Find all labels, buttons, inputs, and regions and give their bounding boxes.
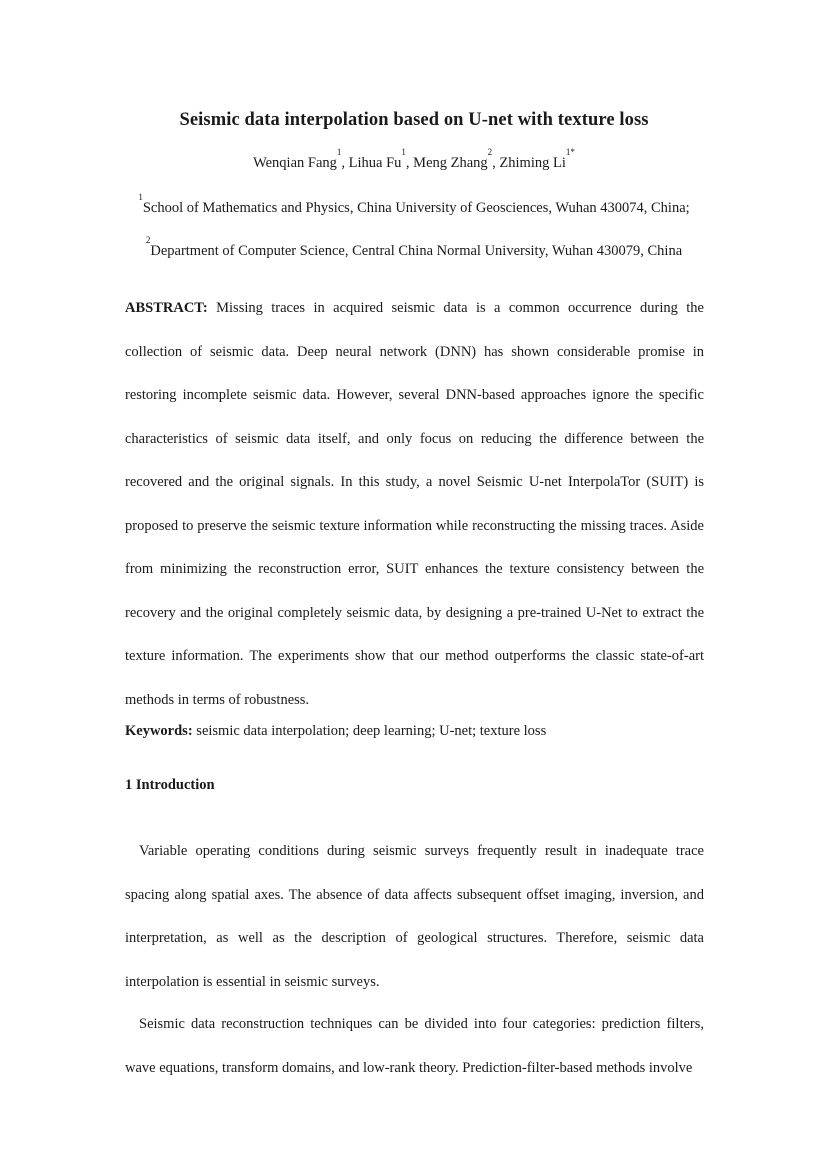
author-affiliation-mark: 1: [401, 147, 406, 157]
paper-title: Seismic data interpolation based on U-net with texture loss: [179, 110, 649, 130]
author-name: Lihua Fu: [348, 155, 402, 171]
body-paragraph: Seismic data reconstruction techniques can be divided into four categories: prediction filters, wave equations, transform domains, and low-rank theory. Prediction-filter-based methods involve: [125, 1016, 704, 1076]
body-paragraph: Variable operating conditions during seismic surveys frequently result in inadequate trace spacing along spatial axes. The absence of data affects subsequent offset imaging, inversion, and interpretation, as well as the description of geological structures. Therefore, seismic data interpolation is essential in seismic surveys.: [125, 843, 704, 990]
affiliation-mark: 1: [138, 192, 143, 202]
keywords-text: seismic data interpolation; deep learning; U-net; texture loss: [192, 723, 547, 739]
author-affiliation-mark: 1*: [565, 147, 575, 157]
author-separator: ,: [341, 155, 349, 171]
keywords: [125, 721, 704, 741]
author-name: Wenqian Fang: [253, 155, 337, 171]
author-affiliation-mark: 2: [487, 147, 493, 157]
affiliation-text: Department of Computer Science, Central China Normal University, Wuhan 430079, China: [150, 243, 683, 259]
author-affiliation-mark: 1: [336, 147, 342, 157]
author-separator: ,: [405, 155, 414, 171]
section-heading: 1 Introduction: [125, 777, 215, 793]
author-separator: ,: [492, 155, 500, 171]
author-name: Zhiming Li: [499, 155, 566, 171]
author-list: [0, 147, 828, 172]
affiliation-text: School of Mathematics and Physics, China University of Geosciences, Wuhan 430074, China;: [142, 200, 690, 216]
abstract-label: ABSTRACT:: [125, 300, 208, 316]
affiliation-1: [0, 192, 828, 217]
keywords-label: Keywords:: [125, 723, 193, 739]
affiliation-2: [0, 235, 828, 260]
author-name: Meng Zhang: [413, 155, 488, 171]
affiliation-mark: 2: [145, 235, 151, 245]
abstract: [125, 287, 704, 722]
abstract-text: Missing traces in acquired seismic data is a common occurrence during the collection of seismic data. Deep neural network (DNN) has shown considerable promise in restoring incomplete seismic data. However, several DNN-based approaches ignore the specific characteristics of seismic data itself, and only focus on reducing the difference between the recovered and the original signals. In this study, a novel Seismic U-net InterpolaTor (SUIT) is proposed to preserve the seismic texture information while reconstructing the missing traces. Aside from minimizing the reconstruction error, SUIT enhances the texture consistency between the recovery and the original completely seismic data, by designing a pre-trained U-Net to extract the texture information. The experiments show that our method outperforms the classic state-of-art methods in terms of robustness.: [125, 300, 704, 708]
